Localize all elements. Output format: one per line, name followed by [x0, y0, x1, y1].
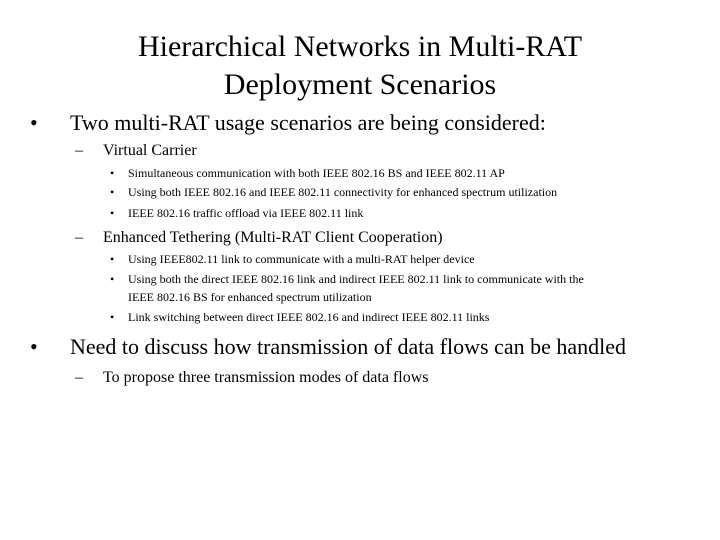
list-item-text: Using both the direct IEEE 802.16 link and indirect IEEE 802.11 link to communicate with the: [128, 272, 584, 286]
bullet-dot: •: [30, 110, 38, 135]
list-item-text: IEEE 802.16 traffic offload via IEEE 802.11 link: [128, 206, 364, 220]
list-item-text: Simultaneous communication with both IEEE 802.16 BS and IEEE 802.11 AP: [128, 166, 505, 180]
title-line-1: Hierarchical Networks in Multi-RAT: [137, 30, 583, 63]
bullet-dot: •: [110, 185, 115, 199]
bullet-dash: –: [75, 142, 83, 159]
list-item-text: Using IEEE802.11 link to communicate with a multi-RAT helper device: [128, 252, 475, 266]
transmission-modes-text: To propose three transmission modes of data flows: [103, 369, 429, 386]
bullet-dot: •: [110, 310, 115, 324]
list-item-text: Using both IEEE 802.16 and IEEE 802.11 connectivity for enhanced spectrum utilization: [128, 185, 558, 199]
list-item-text: IEEE 802.16 BS for enhanced spectrum utilization: [128, 290, 372, 304]
bullet-dash: –: [75, 229, 83, 246]
list-item-continuation: [128, 289, 372, 305]
slide-title: [0, 28, 720, 104]
list-item-text: Link switching between direct IEEE 802.16 and indirect IEEE 802.11 links: [128, 310, 490, 324]
virtual-carrier-label: Virtual Carrier: [103, 142, 197, 159]
bullet-dot: •: [110, 166, 115, 180]
bullet-text: Two multi-RAT usage scenarios are being considered:: [70, 110, 546, 135]
bullet-dot: •: [30, 334, 38, 359]
title-line-2: Deployment Scenarios: [223, 68, 497, 101]
bullet-text: Need to discuss how transmission of data flows can be handled: [70, 334, 626, 359]
bullet-dot: •: [110, 272, 115, 286]
bullet-dot: •: [110, 206, 115, 220]
bullet-dot: •: [110, 252, 115, 266]
enhanced-tethering-label: Enhanced Tethering (Multi-RAT Client Cooperation): [103, 229, 443, 246]
bullet-dash: –: [75, 369, 83, 386]
